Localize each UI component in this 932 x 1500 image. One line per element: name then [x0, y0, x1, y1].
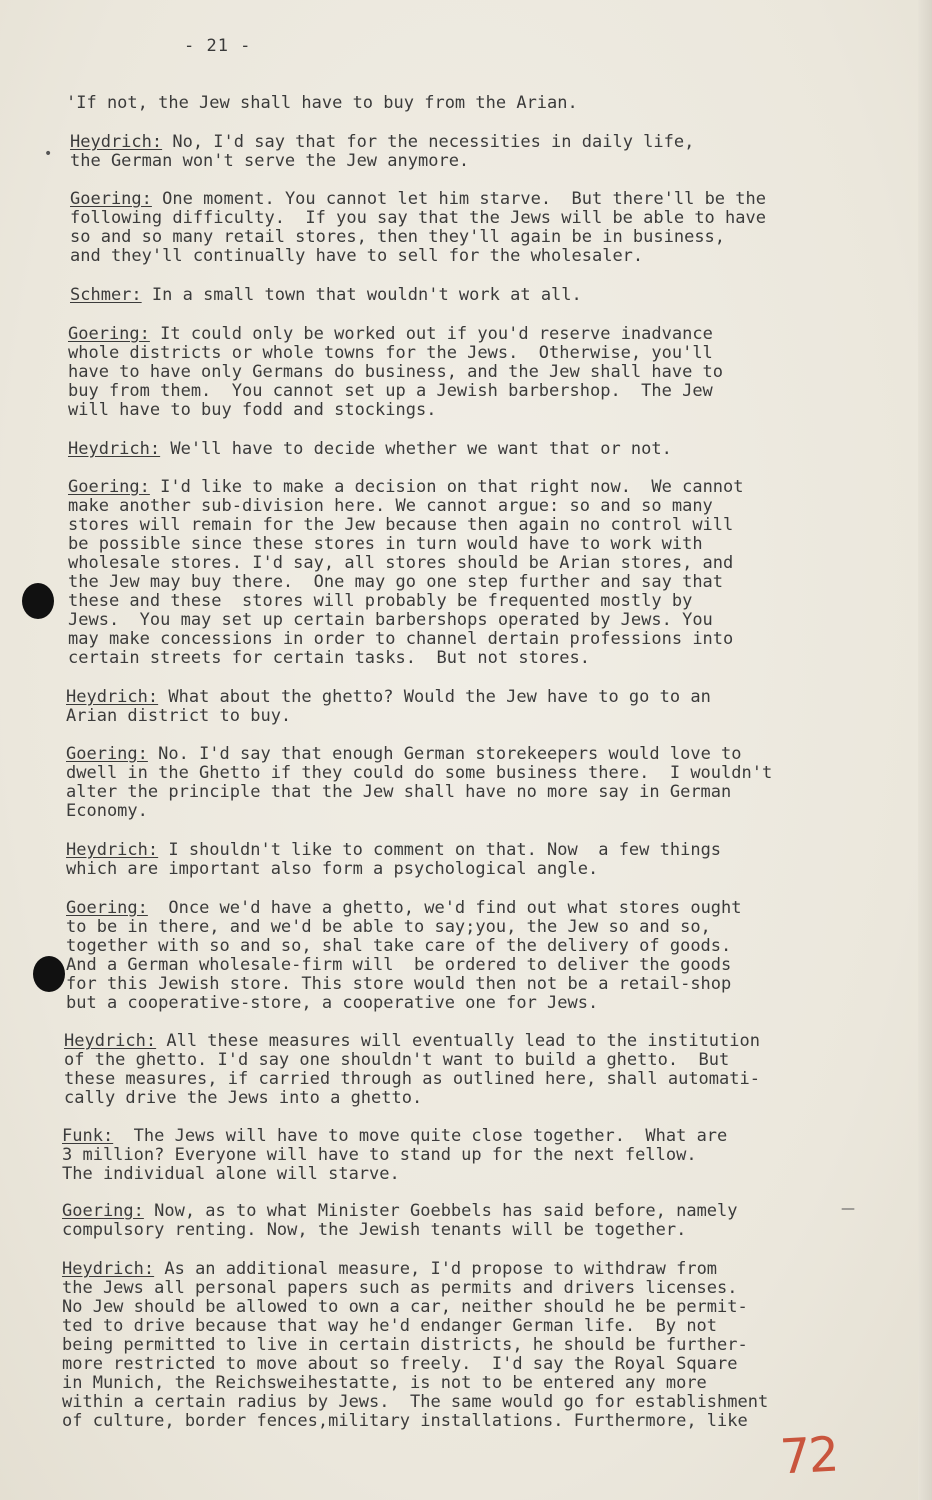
paragraph	[70, 286, 870, 305]
line-text: We'll have to decide whether we want that or not.	[160, 439, 672, 459]
text-line	[62, 1336, 862, 1355]
text-line	[62, 1298, 862, 1317]
text-line	[62, 1260, 862, 1279]
line-text: wholesale stores. I'd say, all stores should be Arian stores, and	[68, 553, 734, 573]
text-line	[64, 1051, 864, 1070]
line-text: Economy.	[66, 801, 148, 821]
line-text: No Jew should be allowed to own a car, neither should he be permit-	[62, 1297, 748, 1317]
speaker-name: Schmer:	[70, 285, 142, 305]
paragraph	[68, 440, 868, 459]
text-line	[62, 1393, 862, 1412]
text-line	[68, 516, 868, 535]
line-text: ted to drive because that way he'd endanger German life. By not	[62, 1316, 718, 1336]
line-text: The Jews will have to move quite close together. What are	[113, 1126, 728, 1146]
line-text: Jews. You may set up certain barbershops operated by Jews. You	[68, 610, 713, 630]
line-text: being permitted to live in certain districts, he should be further-	[62, 1335, 748, 1355]
text-line	[68, 344, 868, 363]
text-line	[62, 1146, 862, 1165]
text-line	[68, 325, 868, 344]
line-text: these and these stores will probably be frequented mostly by	[68, 591, 693, 611]
text-line	[68, 649, 868, 668]
text-line	[62, 1317, 862, 1336]
text-line	[66, 783, 866, 802]
paragraph	[68, 325, 868, 420]
text-line	[70, 286, 870, 305]
line-text: Arian district to buy.	[66, 706, 292, 726]
text-line	[68, 630, 868, 649]
line-text: dwell in the Ghetto if they could do some business there. I wouldn't	[66, 763, 773, 783]
line-text: As an additional measure, I'd propose to withdraw from	[154, 1259, 718, 1279]
text-line	[66, 956, 866, 975]
text-line	[64, 1070, 864, 1089]
speaker-name: Goering:	[70, 189, 152, 209]
paragraph	[70, 133, 870, 171]
line-text: The individual alone will starve.	[62, 1164, 400, 1184]
line-text: buy from them. You cannot set up a Jewish barbershop. The Jew	[68, 381, 713, 401]
line-text: Once we'd have a ghetto, we'd find out what stores ought	[147, 898, 742, 918]
line-text: for this Jewish store. This store would then not be a retail-shop	[66, 974, 732, 994]
line-text: but a cooperative-store, a cooperative one for Jews.	[66, 993, 599, 1013]
text-line	[62, 1279, 862, 1298]
text-line	[64, 1089, 864, 1108]
text-line	[68, 440, 868, 459]
paragraph	[66, 94, 866, 113]
text-line	[70, 152, 870, 171]
speaker-name: Heydrich:	[62, 1259, 155, 1279]
text-line	[68, 554, 868, 573]
text-line	[62, 1221, 862, 1240]
text-line	[62, 1374, 862, 1393]
line-text: And a German wholesale-firm will be ordered to deliver the goods	[66, 955, 732, 975]
text-line	[62, 1202, 862, 1221]
speaker-name: Goering:	[62, 1201, 144, 1221]
line-text: 'If not, the Jew shall have to buy from the Arian.	[66, 93, 578, 113]
archive-page-number: 72	[778, 1426, 839, 1486]
line-text: whole districts or whole towns for the Jews. Otherwise, you'll	[68, 343, 713, 363]
text-line	[68, 478, 868, 497]
text-line	[62, 1355, 862, 1374]
text-line	[62, 1165, 862, 1184]
text-line	[66, 745, 866, 764]
paragraph	[62, 1202, 862, 1240]
speaker-name: Goering:	[66, 744, 148, 764]
line-text: All these measures will eventually lead to the institution	[156, 1031, 760, 1051]
line-text: stores will remain for the Jew because then again no control will	[68, 515, 734, 535]
line-text: of culture, border fences,military installations. Furthermore, like	[62, 1411, 748, 1431]
text-line	[66, 899, 866, 918]
line-text: Now, as to what Minister Goebbels has said before, namely	[143, 1201, 738, 1221]
line-text: One moment. You cannot let him starve. But there'll be the	[151, 189, 766, 209]
line-text: cally drive the Jews into a ghetto.	[64, 1088, 423, 1108]
line-text: No. I'd say that enough German storekeepers would love to	[147, 744, 742, 764]
line-text: It could only be worked out if you'd reserve inadvance	[149, 324, 713, 344]
text-line	[70, 190, 870, 209]
text-line	[68, 401, 868, 420]
punch-hole-icon	[22, 583, 54, 619]
line-text: which are important also form a psychological angle.	[66, 859, 599, 879]
paragraph	[62, 1127, 862, 1184]
page-edge-shadow	[918, 0, 932, 1500]
speaker-name: Heydrich:	[70, 132, 163, 152]
text-line	[66, 937, 866, 956]
text-line	[68, 535, 868, 554]
text-line	[66, 841, 866, 860]
text-line	[66, 764, 866, 783]
text-line	[68, 497, 868, 516]
margin-mark: •	[44, 146, 53, 162]
line-text: 3 million? Everyone will have to stand up for the next fellow.	[62, 1145, 697, 1165]
line-text: so and so many retail stores, then they'll again be in business,	[70, 227, 726, 247]
line-text: and they'll continually have to sell for the wholesaler.	[70, 246, 644, 266]
line-text: the German won't serve the Jew anymore.	[70, 151, 470, 171]
line-text: more restricted to move about so freely. I'd say the Royal Square	[62, 1354, 738, 1374]
speaker-name: Heydrich:	[64, 1031, 157, 1051]
line-text: have to have only Germans do business, and the Jew shall have to	[68, 362, 724, 382]
line-text: No, I'd say that for the necessities in daily life,	[162, 132, 695, 152]
speaker-name: Heydrich:	[66, 687, 159, 707]
text-line	[66, 860, 866, 879]
text-line	[68, 363, 868, 382]
text-line	[64, 1032, 864, 1051]
speaker-name: Goering:	[68, 477, 150, 497]
line-text: together with so and so, shal take care of the delivery of goods.	[66, 936, 732, 956]
line-text: be possible since these stores in turn would have to work with	[68, 534, 703, 554]
text-line	[68, 573, 868, 592]
line-text: may make concessions in order to channel dertain professions into	[68, 629, 734, 649]
text-line	[68, 382, 868, 401]
text-line	[66, 918, 866, 937]
page-number: - 21 -	[184, 36, 252, 56]
text-line	[68, 611, 868, 630]
paragraph	[70, 190, 870, 266]
speaker-name: Goering:	[68, 324, 150, 344]
text-line	[70, 133, 870, 152]
line-text: following difficulty. If you say that the Jews will be able to have	[70, 208, 766, 228]
text-line	[62, 1412, 862, 1431]
text-line	[66, 94, 866, 113]
text-line	[66, 688, 866, 707]
text-line	[66, 975, 866, 994]
line-text: make another sub-division here. We cannot argue: so and so many	[68, 496, 713, 516]
speaker-name: Heydrich:	[66, 840, 159, 860]
line-text: will have to buy fodd and stockings.	[68, 400, 437, 420]
line-text: the Jew may buy there. One may go one step further and say that	[68, 572, 724, 592]
line-text: compulsory renting. Now, the Jewish tenants will be together.	[62, 1220, 687, 1240]
paragraph	[66, 841, 866, 879]
line-text: in Munich, the Reichsweihestatte, is not to be entered any more	[62, 1373, 707, 1393]
text-line	[70, 209, 870, 228]
line-text: alter the principle that the Jew shall have no more say in German	[66, 782, 732, 802]
text-line	[62, 1127, 862, 1146]
text-line	[66, 707, 866, 726]
line-text: I'd like to make a decision on that right now. We cannot	[149, 477, 744, 497]
line-text: certain streets for certain tasks. But not stores.	[68, 648, 590, 668]
line-text: the Jews all personal papers such as permits and drivers licenses.	[62, 1278, 738, 1298]
line-text: of the ghetto. I'd say one shouldn't want to build a ghetto. But	[64, 1050, 730, 1070]
line-text: within a certain radius by Jews. The same would go for establishment	[62, 1392, 769, 1412]
text-line	[70, 228, 870, 247]
line-text: I shouldn't like to comment on that. Now a few things	[158, 840, 722, 860]
line-text: In a small town that wouldn't work at all.	[141, 285, 582, 305]
line-text: to be in there, and we'd be able to say;you, the Jew so and so,	[66, 917, 711, 937]
paragraph	[66, 899, 866, 1013]
speaker-name: Funk:	[62, 1126, 114, 1146]
punch-hole-icon	[33, 956, 65, 992]
speaker-name: Heydrich:	[68, 439, 161, 459]
text-line	[66, 994, 866, 1013]
paragraph	[64, 1032, 864, 1108]
line-text: these measures, if carried through as outlined here, shall automati-	[64, 1069, 760, 1089]
paragraph	[66, 745, 866, 821]
paragraph	[66, 688, 866, 726]
paragraph	[68, 478, 868, 668]
paragraph	[62, 1260, 862, 1431]
text-line	[66, 802, 866, 821]
line-text: What about the ghetto? Would the Jew have to go to an	[158, 687, 711, 707]
speaker-name: Goering:	[66, 898, 148, 918]
margin-mark: —	[841, 1201, 855, 1217]
text-line	[70, 247, 870, 266]
text-line	[68, 592, 868, 611]
